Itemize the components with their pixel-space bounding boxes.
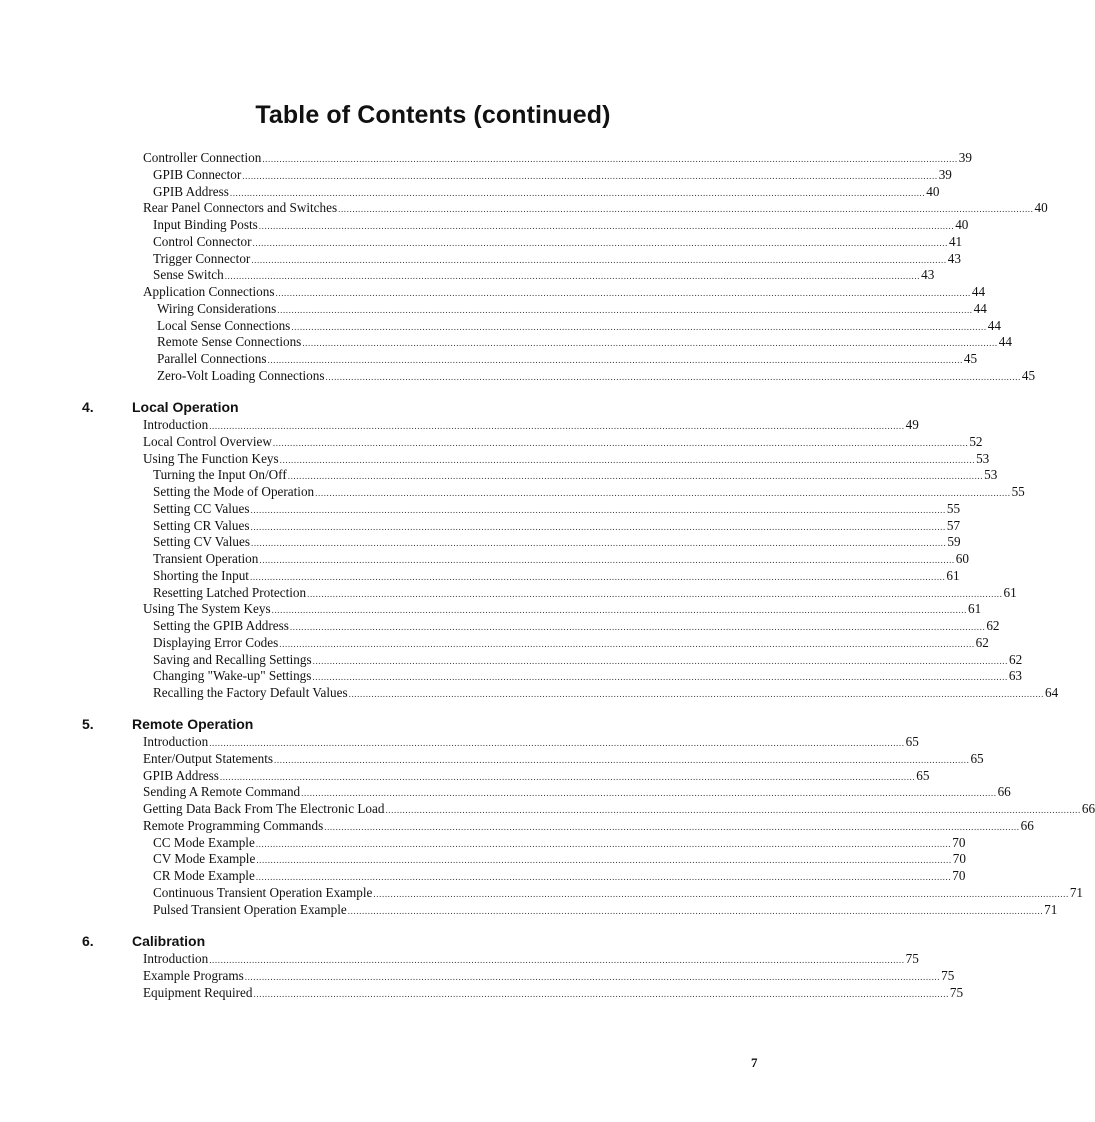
toc-entry-label: Remote Programming Commands — [143, 817, 324, 833]
toc-entry-label: Setting CC Values — [153, 500, 250, 516]
toc-entry[interactable] — [153, 233, 963, 250]
toc-entry[interactable] — [143, 433, 983, 450]
toc-entry-label: Remote Sense Connections — [157, 334, 302, 350]
section-name[interactable]: Local Operation — [132, 399, 239, 415]
toc-entry[interactable] — [143, 800, 1095, 817]
toc-entry-page: 40 — [955, 217, 969, 232]
toc-entry[interactable] — [143, 984, 964, 1001]
dot-leader: .................................................................................................................................................................................................................................................... — [253, 988, 949, 999]
toc-entry[interactable] — [153, 834, 966, 851]
dot-leader: .................................................................................................................................................................................................................................................... — [209, 738, 905, 748]
toc-entry-label: Displaying Error Codes — [153, 634, 279, 650]
toc-entry-page: 65 — [905, 734, 919, 749]
toc-entry-label: Getting Data Back From The Electronic Load — [143, 801, 385, 816]
toc-entry[interactable] — [153, 517, 961, 534]
toc-entry[interactable] — [153, 533, 961, 550]
toc-entry[interactable] — [153, 867, 966, 884]
toc-entry-page: 71 — [1069, 884, 1084, 900]
dot-leader: .................................................................................................................................................................................................................................................... — [250, 521, 946, 532]
dot-leader: .................................................................................................................................................................................................................................................... — [315, 488, 1011, 498]
toc-entry-label: Example Programs — [143, 967, 244, 983]
toc-entry[interactable] — [143, 783, 1011, 800]
toc-entry-page: 61 — [968, 601, 982, 617]
toc-entry-label: Enter/Output Statements — [143, 750, 274, 766]
section-name[interactable]: Calibration — [132, 933, 206, 949]
toc-entry-label: Control Connector — [153, 233, 252, 249]
dot-leader: .................................................................................................................................................................................................................................................... — [250, 538, 947, 549]
dot-leader: .................................................................................................................................................................................................................................................... — [301, 788, 997, 799]
toc-entry-page: 70 — [952, 834, 966, 850]
section-heading — [0, 398, 866, 416]
toc-entry-label: Introduction — [143, 951, 209, 966]
toc-entry-page: 44 — [987, 317, 1001, 333]
dot-leader: .................................................................................................................................................................................................................................................... — [347, 905, 1044, 916]
toc-entry[interactable] — [153, 567, 960, 584]
toc-entry[interactable] — [157, 300, 987, 317]
toc-entry[interactable] — [153, 550, 969, 567]
toc-entry-label: Local Control Overview — [143, 433, 272, 449]
toc-entry-page: 39 — [938, 166, 952, 182]
toc-entry-page: 40 — [926, 183, 940, 199]
toc-entry-page: 66 — [997, 784, 1011, 800]
toc-entry[interactable] — [153, 884, 1084, 901]
dot-leader: .................................................................................................................................................................................................................................................... — [244, 971, 941, 982]
toc-entry[interactable] — [143, 416, 919, 433]
dot-leader: .................................................................................................................................................................................................................................................... — [289, 622, 986, 632]
dot-leader: .................................................................................................................................................................................................................................................... — [262, 154, 958, 164]
toc-entry-page: 44 — [971, 284, 986, 299]
toc-entry-label: Recalling the Factory Default Values — [153, 685, 348, 700]
toc-entry-page: 64 — [1045, 685, 1059, 700]
toc-entry[interactable] — [143, 967, 955, 984]
toc-entry-page: 70 — [952, 851, 966, 867]
toc-entry[interactable] — [157, 350, 978, 367]
dot-leader: .................................................................................................................................................................................................................................................... — [249, 571, 946, 582]
dot-leader: .................................................................................................................................................................................................................................................... — [252, 237, 948, 248]
toc-entry[interactable] — [153, 250, 961, 267]
toc-entry[interactable] — [157, 317, 1001, 334]
toc-entry[interactable] — [153, 584, 1017, 601]
dot-leader: .................................................................................................................................................................................................................................................... — [274, 754, 970, 765]
toc-entry[interactable] — [153, 850, 966, 867]
toc-entry-label: Controller Connection — [143, 150, 262, 165]
dot-leader: .................................................................................................................................................................................................................................................... — [255, 838, 952, 849]
toc-entry-label: Introduction — [143, 734, 209, 749]
dot-leader: .................................................................................................................................................................................................................................................... — [373, 888, 1069, 899]
section-number: 5. — [82, 716, 94, 732]
toc-entry-page: 49 — [905, 417, 919, 432]
toc-entry-label: Application Connections — [143, 284, 275, 299]
toc-entry-page: 44 — [998, 334, 1012, 350]
toc-entry-page: 66 — [1020, 817, 1034, 833]
toc-entry-label: Equipment Required — [143, 984, 253, 1000]
dot-leader: .................................................................................................................................................................................................................................................... — [385, 805, 1081, 815]
dot-leader: .................................................................................................................................................................................................................................................... — [338, 204, 1034, 215]
dot-leader: .................................................................................................................................................................................................................................................... — [291, 321, 987, 332]
toc-entry[interactable] — [153, 500, 961, 517]
toc-entry-label: CV Mode Example — [153, 851, 256, 867]
toc-entry[interactable] — [143, 950, 919, 967]
dot-leader: .................................................................................................................................................................................................................................................... — [325, 371, 1021, 382]
toc-entry-page: 55 — [1011, 484, 1025, 499]
dot-leader: .................................................................................................................................................................................................................................................... — [258, 221, 955, 231]
dot-leader: .................................................................................................................................................................................................................................................... — [209, 955, 905, 965]
toc-entry[interactable] — [153, 634, 989, 651]
toc-entry-page: 57 — [946, 517, 961, 533]
toc-entry-label: Shorting the Input — [153, 567, 249, 583]
toc-entry-page: 45 — [963, 351, 978, 366]
toc-entry[interactable] — [153, 667, 1023, 684]
toc-entry-label: GPIB Address — [143, 767, 219, 783]
toc-entry-page: 53 — [976, 450, 990, 466]
dot-leader: .................................................................................................................................................................................................................................................... — [256, 855, 952, 866]
section-heading — [0, 932, 866, 950]
toc-entry-label: Sense Switch — [153, 267, 224, 283]
toc-entry-page: 65 — [970, 750, 984, 766]
toc-entry-label: Transient Operation — [153, 551, 259, 566]
dot-leader: .................................................................................................................................................................................................................................................... — [287, 471, 984, 482]
dot-leader: .................................................................................................................................................................................................................................................... — [312, 655, 1009, 666]
toc-entry-page: 52 — [969, 433, 983, 449]
dot-leader: .................................................................................................................................................................................................................................................... — [251, 254, 947, 265]
toc-entry-label: Parallel Connections — [157, 351, 267, 366]
dot-leader: .................................................................................................................................................................................................................................................... — [242, 170, 938, 181]
toc-entry-page: 61 — [1003, 584, 1017, 600]
toc-entry-label: Setting the GPIB Address — [153, 618, 289, 633]
toc-entry[interactable] — [143, 817, 1034, 834]
toc-entry-label: Zero-Volt Loading Connections — [157, 367, 325, 383]
toc-entry[interactable] — [153, 266, 935, 283]
toc-entry-page: 39 — [958, 150, 972, 165]
toc-entry-page: 43 — [921, 267, 935, 283]
toc-entry-label: Resetting Latched Protection — [153, 584, 307, 600]
toc-entry-label: Wiring Considerations — [157, 300, 277, 316]
toc-entry-page: 61 — [946, 567, 960, 583]
toc-entry-label: GPIB Connector — [153, 166, 242, 182]
dot-leader: .................................................................................................................................................................................................................................................... — [209, 421, 905, 431]
dot-leader: .................................................................................................................................................................................................................................................... — [324, 821, 1020, 832]
toc-entry-label: Introduction — [143, 417, 209, 432]
dot-leader: .................................................................................................................................................................................................................................................... — [279, 638, 975, 649]
dot-leader: .................................................................................................................................................................................................................................................... — [302, 338, 998, 349]
toc-entry-label: Turning the Input On/Off — [153, 467, 287, 483]
dot-leader: .................................................................................................................................................................................................................................................... — [279, 454, 976, 465]
dot-leader: .................................................................................................................................................................................................................................................... — [267, 355, 963, 365]
toc-entry-page: 55 — [946, 500, 961, 516]
toc-entry[interactable] — [157, 367, 1036, 384]
dot-leader: .................................................................................................................................................................................................................................................... — [219, 771, 916, 782]
page-title: Table of Contents (continued) — [255, 101, 611, 129]
dot-leader: .................................................................................................................................................................................................................................................... — [275, 288, 971, 298]
toc-entry-page: 75 — [941, 967, 955, 983]
section-heading — [0, 715, 866, 733]
toc-entry-label: Setting CR Values — [153, 517, 250, 533]
section-number: 4. — [82, 399, 94, 415]
dot-leader: .................................................................................................................................................................................................................................................... — [224, 271, 921, 282]
toc-entry-page: 70 — [952, 868, 966, 883]
toc-entry-label: Rear Panel Connectors and Switches — [143, 200, 338, 216]
toc-entry-label: CC Mode Example — [153, 834, 255, 850]
toc-entry[interactable] — [153, 684, 1059, 701]
toc-entry[interactable] — [153, 901, 1058, 918]
toc-entry[interactable] — [153, 651, 1023, 668]
toc-entry-page: 40 — [1034, 200, 1048, 216]
toc-entry-page: 71 — [1044, 901, 1058, 917]
dot-leader: .................................................................................................................................................................................................................................................... — [250, 504, 946, 515]
dot-leader: .................................................................................................................................................................................................................................................... — [272, 437, 969, 448]
toc-entry-page: 62 — [986, 618, 1000, 633]
toc-entry-label: GPIB Address — [153, 183, 229, 199]
toc-entry[interactable] — [153, 617, 1000, 634]
dot-leader: .................................................................................................................................................................................................................................................... — [255, 872, 952, 882]
toc-entry-label: Setting CV Values — [153, 534, 250, 550]
toc-entry[interactable] — [153, 466, 998, 483]
toc-entry-page: 59 — [947, 534, 961, 550]
toc-entry-label: Using The System Keys — [143, 601, 271, 617]
toc-entry-label: Local Sense Connections — [157, 317, 291, 333]
toc-entry-page: 75 — [905, 951, 919, 966]
toc-entry-label: Input Binding Posts — [153, 217, 258, 232]
dot-leader: .................................................................................................................................................................................................................................................... — [259, 555, 955, 565]
toc-entry-label: Sending A Remote Command — [143, 784, 301, 800]
toc-entry-page: 66 — [1081, 801, 1095, 816]
section-number: 6. — [82, 933, 94, 949]
toc-entry-label: Setting the Mode of Operation — [153, 484, 315, 499]
toc-entry[interactable] — [153, 216, 969, 233]
toc-entry-page: 63 — [1008, 668, 1023, 684]
toc-entry-label: Saving and Recalling Settings — [153, 651, 312, 667]
toc-entry-page: 53 — [984, 467, 998, 483]
dot-leader: .................................................................................................................................................................................................................................................... — [348, 689, 1044, 699]
dot-leader: .................................................................................................................................................................................................................................................... — [307, 588, 1003, 599]
toc-entry[interactable] — [153, 183, 940, 200]
dot-leader: .................................................................................................................................................................................................................................................... — [312, 672, 1008, 683]
dot-leader: .................................................................................................................................................................................................................................................... — [277, 304, 973, 315]
toc-entry-page: 44 — [973, 300, 987, 316]
toc-entry[interactable] — [143, 750, 984, 767]
toc-entry[interactable] — [143, 767, 930, 784]
toc-entry[interactable] — [143, 733, 919, 750]
toc-entry-page: 41 — [948, 233, 963, 249]
toc-entry-page: 75 — [949, 984, 964, 1000]
toc-entry-page: 65 — [916, 767, 930, 783]
toc-entry[interactable] — [143, 450, 990, 467]
toc-entry-page: 62 — [1009, 651, 1023, 667]
toc-entry[interactable] — [143, 283, 986, 300]
dot-leader: .................................................................................................................................................................................................................................................... — [229, 187, 926, 198]
toc-entry-label: CR Mode Example — [153, 868, 255, 883]
toc-entry[interactable] — [153, 166, 952, 183]
dot-leader: .................................................................................................................................................................................................................................................... — [271, 605, 968, 616]
toc-entry-label: Changing "Wake-up" Settings — [153, 668, 312, 684]
toc-entry[interactable] — [143, 199, 1048, 216]
section-name[interactable]: Remote Operation — [132, 716, 254, 732]
page-number: 7 — [751, 1055, 758, 1070]
toc-entry-page: 62 — [975, 634, 989, 650]
toc-entry-label: Using The Function Keys — [143, 450, 279, 466]
toc-entry-page: 60 — [955, 551, 969, 566]
toc-entry[interactable] — [157, 333, 1012, 350]
toc-entry-page: 45 — [1021, 367, 1036, 383]
toc-entry-label: Continuous Transient Operation Example — [153, 884, 373, 900]
toc-entry[interactable] — [143, 600, 982, 617]
toc-entry-page: 43 — [947, 250, 961, 266]
toc-entry-label: Trigger Connector — [153, 250, 251, 266]
toc-entry-label: Pulsed Transient Operation Example — [153, 901, 347, 917]
toc-entry[interactable] — [143, 149, 972, 166]
toc-entry[interactable] — [153, 483, 1025, 500]
